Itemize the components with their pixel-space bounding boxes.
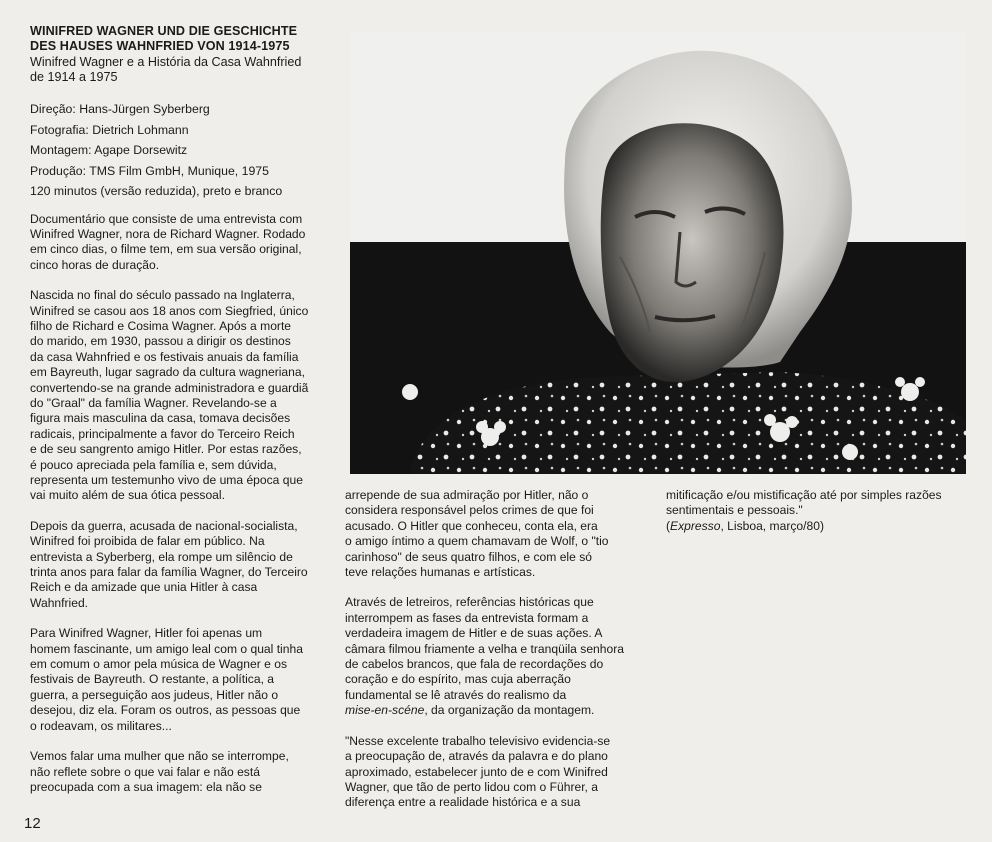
quote-end-line-2: sentimentais e pessoais." xyxy=(666,503,803,518)
text-line: convertendo-se na grande administradora e guardiã xyxy=(30,380,309,395)
text-line: "Nesse excelente trabalho televisivo evidencia-se xyxy=(345,733,611,748)
text-line: verdadeira imagem de Hitler e de suas ações. A xyxy=(345,626,603,641)
quote-citation: (Expresso, Lisboa, março/80) xyxy=(666,518,824,533)
left-paragraph-2 xyxy=(30,288,335,504)
italic-term: mise-en-scéne xyxy=(345,703,425,718)
text-line: do marido, em 1930, passou a dirigir os destinos xyxy=(30,334,291,349)
text-line: do "Graal" da família Wagner. Revelando-se a xyxy=(30,395,277,410)
page-number: 12 xyxy=(24,815,41,832)
left-paragraph-5 xyxy=(30,749,335,795)
text-line: homem fascinante, um amigo leal com o qual tinha xyxy=(30,641,303,656)
text-line: Winifred foi proibida de falar em público. Na xyxy=(30,534,265,549)
credit-editing: Montagem: Agape Dorsewitz xyxy=(30,143,188,157)
text-line: teve relações humanas e artísticas. xyxy=(345,565,536,580)
citation-source: Expresso xyxy=(670,518,721,533)
credit-photography: Fotografia: Dietrich Lohmann xyxy=(30,122,189,137)
text-line: coração e do espírito, mas cuja aberração xyxy=(345,672,571,687)
text-line: considera responsável pelos crimes de que foi xyxy=(345,503,594,518)
text-line: Documentário que consiste de uma entrevista com xyxy=(30,211,303,226)
text-line: em Bayreuth, lugar sagrado da cultura wagneriana, xyxy=(30,365,305,380)
text-line: é pouco apreciada pela família e, sem dúvida, xyxy=(30,457,277,472)
paragraph-gap xyxy=(30,611,335,626)
text-line: Reich e da amizade que unia Hitler à casa xyxy=(30,580,258,595)
text-line-mise-en-scene: mise-en-scéne, da organização da montagem. xyxy=(345,703,595,718)
text-line: diferença entre a realidade histórica e a sua xyxy=(345,795,581,810)
text-line: em comum o amor pela música de Wagner e os xyxy=(30,657,287,672)
original-title-line-1: WINIFRED WAGNER UND DIE GESCHICHTE xyxy=(30,24,298,38)
middle-paragraph-3 xyxy=(345,734,650,811)
left-column xyxy=(30,24,335,795)
left-paragraph-3 xyxy=(30,519,335,611)
text-line: da casa Wahnfried e os festivais anuais da família xyxy=(30,349,299,364)
original-title-line-2: DES HAUSES WAHNFRIED VON 1914-1975 xyxy=(30,39,290,53)
text-line: fundamental se lê através do realismo da xyxy=(345,687,567,702)
credit-production: Produção: TMS Film GmbH, Munique, 1975 xyxy=(30,163,269,178)
text-line: Nascida no final do século passado na Inglaterra, xyxy=(30,288,295,303)
text-line: festivais de Bayreuth. O restante, a política, a xyxy=(30,672,275,687)
middle-paragraph-2 xyxy=(345,595,650,718)
text-line: desejou, diz ela. Foram os outros, as pessoas que xyxy=(30,703,301,718)
portuguese-title-line-2: de 1914 a 1975 xyxy=(30,70,118,84)
text-line: Através de letreiros, referências históricas que xyxy=(345,595,594,610)
text-line: não reflete sobre o que vai falar e não está xyxy=(30,764,260,779)
text-line: Para Winifred Wagner, Hitler foi apenas um xyxy=(30,626,263,641)
middle-body-text xyxy=(345,488,650,811)
text-line: o amigo íntimo a quem chamavam de Wolf, o "tio xyxy=(345,534,609,549)
middle-paragraph-1 xyxy=(345,488,650,580)
credit-runtime: 120 minutos (versão reduzida), preto e branco xyxy=(30,184,283,198)
middle-column xyxy=(345,488,650,811)
text-line: a preocupação de, através da palavra e do plano xyxy=(345,749,608,764)
portrait-photo xyxy=(350,32,966,474)
portuguese-title-line-1: Winifred Wagner e a História da Casa Wahnfried xyxy=(30,55,302,69)
text-line: em cinco dias, o filme tem, em sua versão original, xyxy=(30,242,302,257)
text-line: Winifred se casou aos 18 anos com Siegfried, único xyxy=(30,303,309,318)
paragraph-gap xyxy=(30,504,335,519)
text-line: preocupada com a sua imagem: ela não se xyxy=(30,779,262,794)
text-line: interrompem as fases da entrevista formam a xyxy=(345,610,589,625)
film-credits xyxy=(30,99,335,202)
text-line: carinhoso" de seus quatro filhos, e com ele só xyxy=(345,549,592,564)
portrait-photo-art xyxy=(350,32,966,474)
text-line: vai muito além de sua ótica pessoal. xyxy=(30,488,225,503)
text-line: acusado. O Hitler que conheceu, conta ela, era xyxy=(345,518,598,533)
left-paragraph-4 xyxy=(30,626,335,734)
text-line: figura mais masculina da casa, tomava decisões xyxy=(30,411,291,426)
right-column xyxy=(666,488,971,534)
paragraph-gap xyxy=(345,580,650,595)
text-line: e de seu sangrento amigo Hitler. Por estas razões, xyxy=(30,442,302,457)
text-line: arrepende de sua admiração por Hitler, não o xyxy=(345,488,589,502)
text-line: filho de Richard e Cosima Wagner. Após a morte xyxy=(30,318,292,333)
quote-end-line-1: mitificação e/ou mistificação até por simples razões xyxy=(666,488,942,502)
paragraph-gap xyxy=(30,273,335,288)
text-line: representa um testemunho vivo de uma época que xyxy=(30,473,303,487)
text-line: Depois da guerra, acusada de nacional-socialista, xyxy=(30,518,298,533)
text-line: o rodeavam, os militares... xyxy=(30,718,172,733)
credit-director: Direção: Hans-Jürgen Syberberg xyxy=(30,102,210,116)
left-paragraph-1 xyxy=(30,212,335,274)
text-line: Vemos falar uma mulher que não se interrompe, xyxy=(30,749,289,764)
text-line: guerra, a perseguição aos judeus, Hitler não o xyxy=(30,687,279,702)
text-line: Winifred Wagner, nora de Richard Wagner. Rodado xyxy=(30,226,306,241)
text-line: aproximado, estabelecer junto de e com Winifred xyxy=(345,764,608,779)
text-line: radicais, principalmente a favor do Terceiro Reich xyxy=(30,426,295,441)
text-line: de cabelos brancos, que fala de recordações do xyxy=(345,657,604,672)
left-body-text xyxy=(30,212,335,796)
text-line: câmara filmou friamente a velha e tranqüila senhora xyxy=(345,641,624,656)
text-line: Wahnfried. xyxy=(30,595,89,610)
text-line: trinta anos para falar da família Wagner, do Terceiro xyxy=(30,565,308,580)
text-line: Wagner, que tão de perto lidou com o Führer, a xyxy=(345,779,598,794)
text-line: cinco horas de duração. xyxy=(30,257,160,272)
text-line: entrevista a Syberberg, ela rompe um silêncio de xyxy=(30,549,293,564)
paragraph-gap xyxy=(345,719,650,734)
paragraph-gap xyxy=(30,734,335,749)
